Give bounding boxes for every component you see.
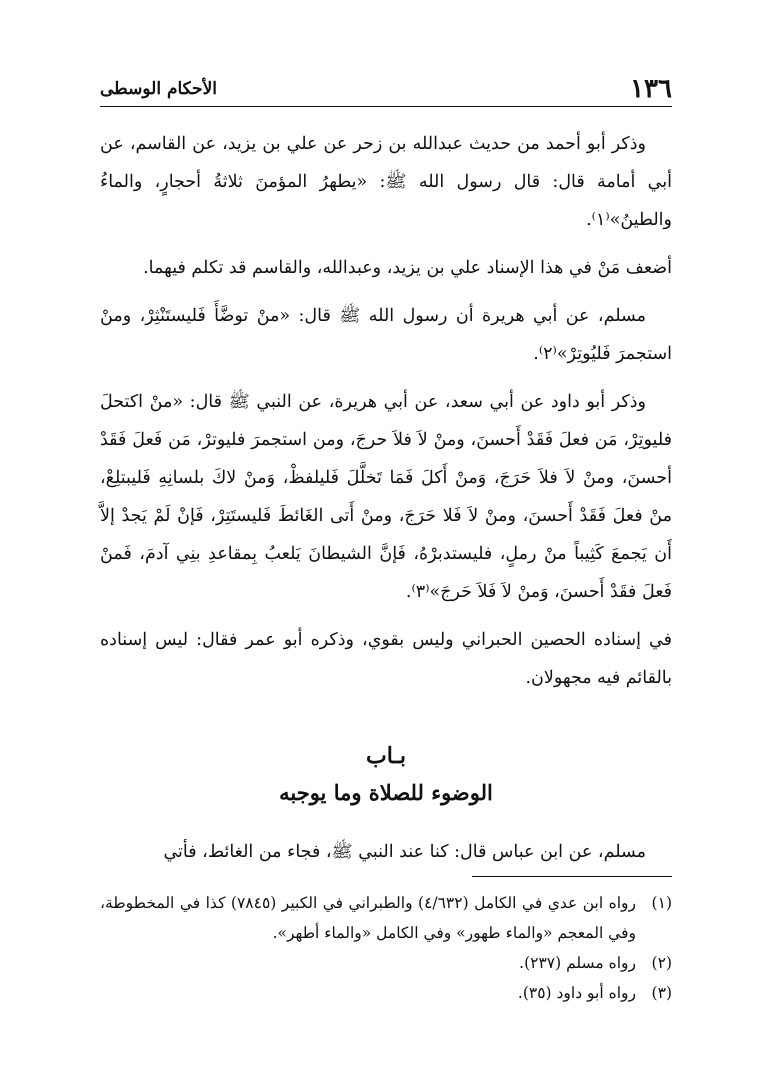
footnote-3: [100, 978, 672, 1008]
running-title: الأحكام الوسطى: [100, 79, 217, 99]
footnote-text: رواه مسلم (٢٣٧).: [519, 954, 636, 972]
page-header: [100, 72, 672, 107]
paragraph-2: أضعف مَنْ في هذا الإسناد علي بن يزيد، وعبدالله، والقاسم قد تكلم فيهما.: [143, 258, 672, 278]
footnote-number: (٢): [651, 954, 672, 972]
footnote-number: (٣): [651, 984, 672, 1002]
chapter-label: بـاب: [366, 743, 406, 769]
main-text: [100, 125, 672, 881]
footnote-text: رواه ابن عدي في الكامل (٤/٦٣٢) والطبراني في الكبير (٧٨٤٥) كذا في المخطوطة، وفي المعجم «والماء طهور» وفي الكامل «والماء أطهر».: [100, 894, 636, 942]
chapter-heading: [100, 739, 672, 813]
footnote-2: [100, 948, 672, 978]
paragraph-1: وذكر أبو أحمد من حديث عبدالله بن زحر عن علي بن يزيد، عن القاسم، عن أبي أمامة قال: قال رسول الله ﷺ: «يطهرُ المؤمنَ ثلاثةُ أحجارٍ، والماءُ والطينُ»⁽١⁾.: [100, 134, 672, 230]
footnote-1: [100, 888, 672, 948]
footnote-divider: [472, 876, 672, 877]
chapter-title: الوضوء للصلاة وما يوجبه: [279, 780, 493, 805]
paragraph-3: مسلم، عن أبي هريرة أن رسول الله ﷺ قال: «منْ توضَّأَ فَليستَنْثِرْ، ومنْ استجمرَ فَليُوتِرْ»⁽٢⁾.: [100, 306, 672, 364]
paragraph-6: مسلم، عن ابن عباس قال: كنا عند النبي ﷺ، فجاء من الغائط، فأتي: [163, 842, 646, 862]
paragraph-5: في إسناده الحصين الحبراني وليس بقوي، وذكره أبو عمر فقال: ليس إسناده بالقائم فيه مجهولان.: [100, 630, 672, 688]
footnotes: [100, 888, 672, 1008]
footnote-number: (١): [651, 894, 672, 912]
footnote-text: رواه أبو داود (٣٥).: [517, 984, 636, 1002]
paragraph-4: وذكر أبو داود عن أبي سعد، عن أبي هريرة، عن النبي ﷺ قال: «منْ اكتحلَ فليوتِرْ، مَن فعلَ فَقَدْ أَحسنَ، ومنْ لاَ فلاَ حرجَ، ومن استجمرَ فليوترْ، مَن فَعلَ فَقَدْ أحسنَ، ومنْ لاَ فلاَ حَرَجَ، وَمنْ أَكلَ فَمَا تَخلَّلَ فَليلفظْ، وَمنْ لاكَ بلسانِهِ فَليبتلِعْ، منْ فعلَ فَقَدْ أَحسنَ، ومنْ لاَ فَلا حَرَجَ، ومنْ أَتى الغَائطَ فَليستَتِرْ، فَإنْ لَمْ يَجدْ إلاَّ أَن يَجمعَ كَثِيباً منْ رملٍ، فليستدبرْهُ، فَإنَّ الشيطانَ يَلعبُ بِمقاعدِ بنِي آدمَ، فَمنْ فَعلَ فقَدْ أَحسنَ، وَمنْ لاَ فَلاَ حَرجَ»⁽٣⁾.: [100, 392, 672, 602]
page-number: ١٣٦: [630, 74, 672, 104]
